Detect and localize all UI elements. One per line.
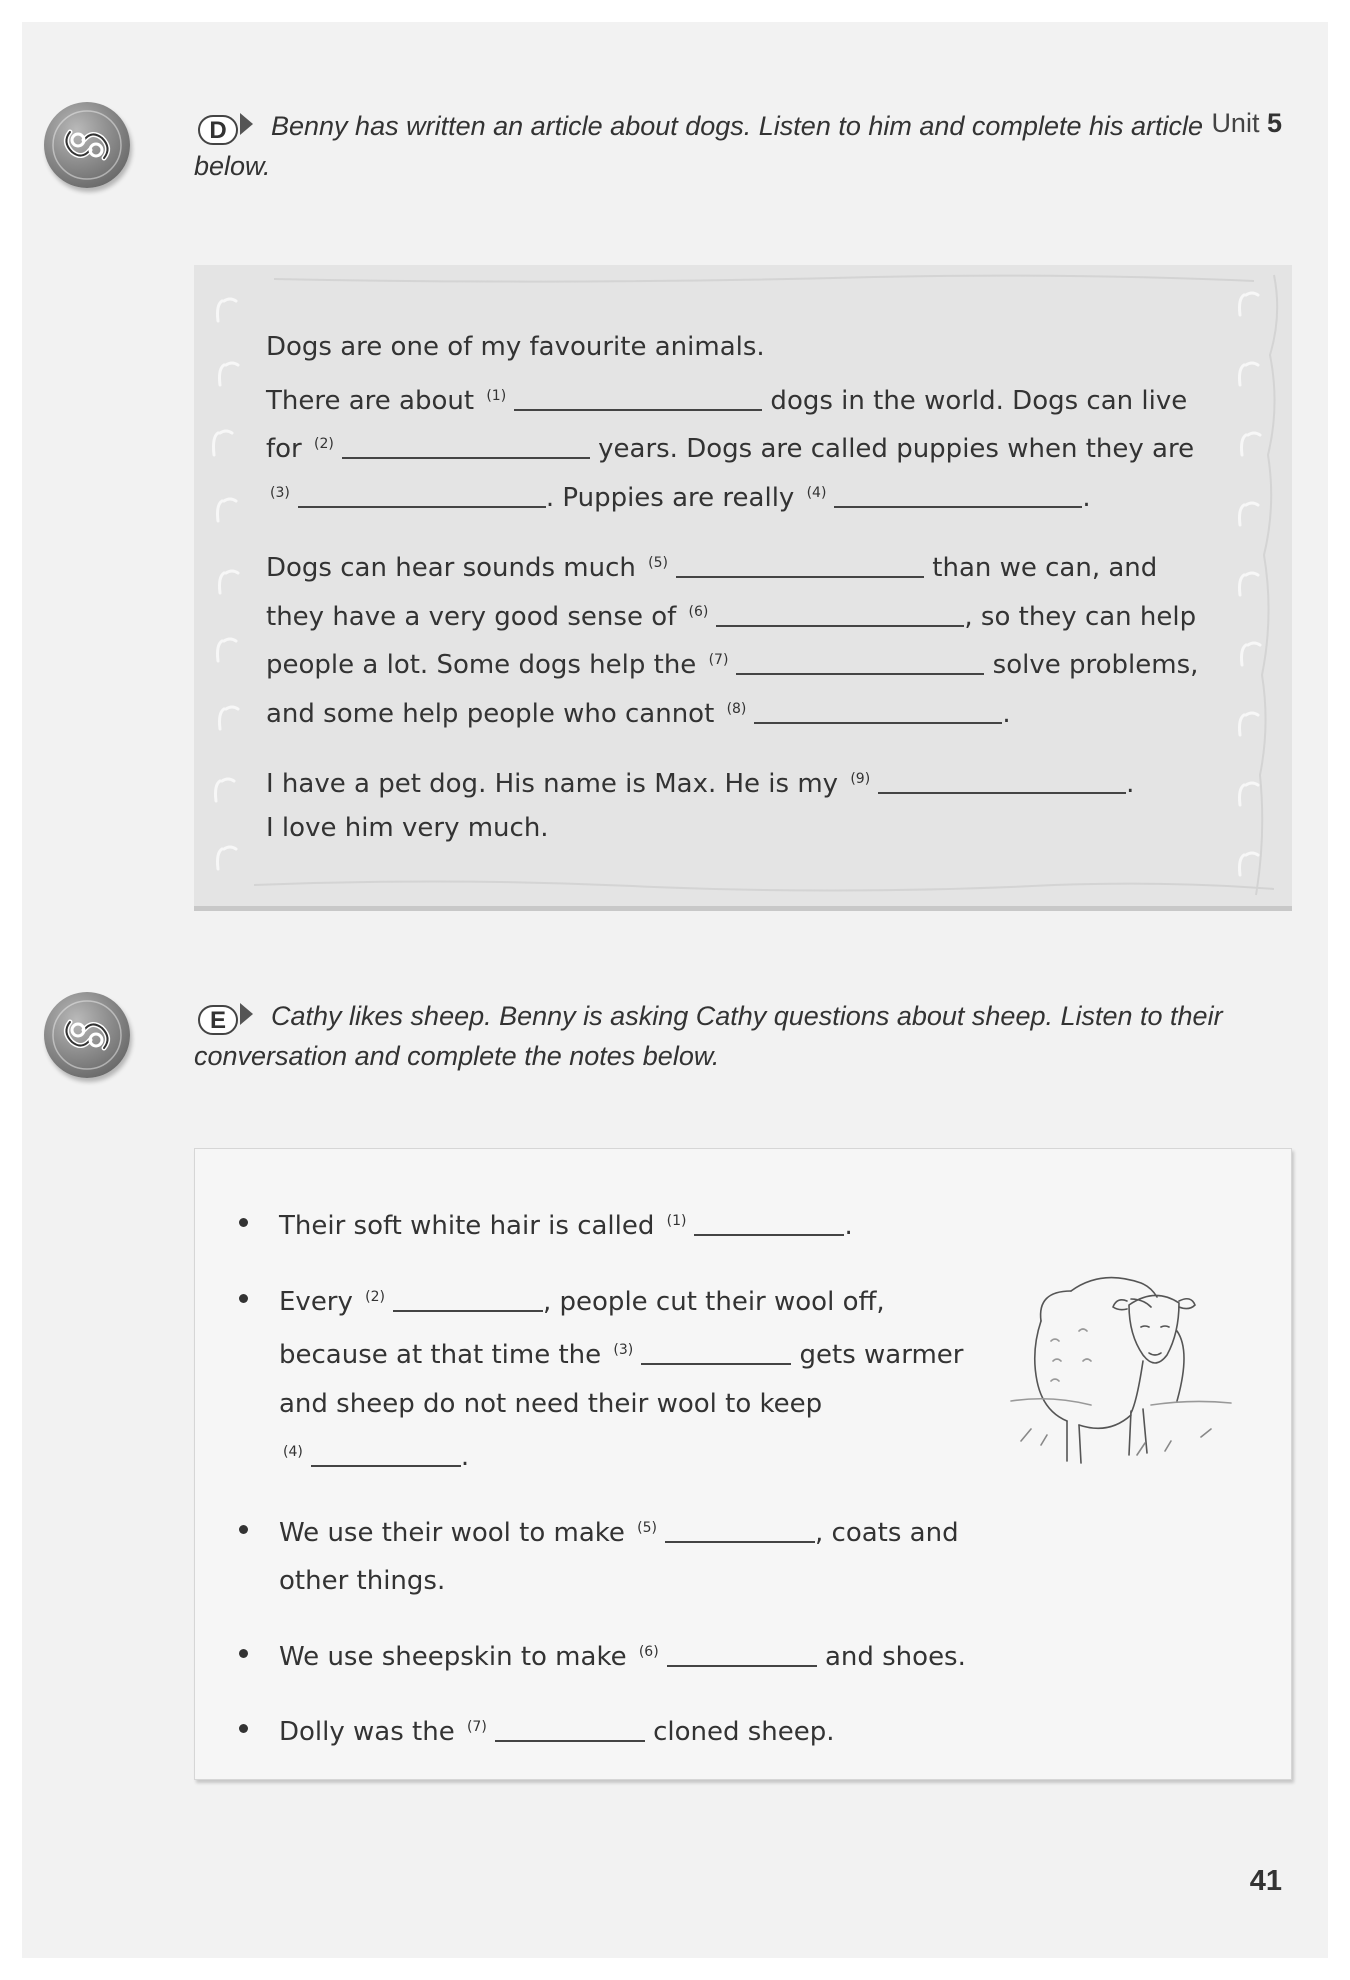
text-fragment: , people cut their wool off, <box>543 1286 885 1317</box>
answer-blank[interactable] <box>716 605 964 627</box>
article-line <box>266 420 1226 469</box>
article-text <box>266 323 1226 852</box>
text-fragment: We use sheepskin to make <box>279 1641 635 1672</box>
answer-blank[interactable] <box>298 486 546 508</box>
article-line <box>266 372 1226 421</box>
answer-blank[interactable] <box>667 1645 817 1667</box>
text-fragment: and sheep do not need their wool to keep <box>279 1388 823 1419</box>
bullet-icon <box>239 1724 248 1733</box>
blank-number: (8) <box>726 700 747 717</box>
blank-number: (7) <box>708 652 729 668</box>
note-line <box>279 1703 999 1757</box>
text-fragment: . <box>844 1211 853 1241</box>
text-fragment: Every <box>279 1286 362 1317</box>
text-fragment: people a lot. Some dogs help the <box>266 650 705 680</box>
blank-number: (6) <box>688 603 709 620</box>
note-item <box>239 1504 999 1606</box>
note-line <box>279 1380 999 1429</box>
note-line <box>279 1428 999 1482</box>
text-fragment: We use their wool to make <box>279 1517 634 1548</box>
blank-number: (1) <box>666 1213 687 1229</box>
text-fragment: they have a very good sense of <box>266 601 685 632</box>
section-e-badge <box>194 999 261 1034</box>
text-fragment: than we can, and <box>924 553 1158 583</box>
note-line <box>279 1557 999 1606</box>
blank-number: (3) <box>613 1342 634 1358</box>
text-fragment: , so they can help <box>964 601 1197 632</box>
section-e-instruction <box>194 996 1258 1076</box>
answer-blank[interactable] <box>311 1445 461 1467</box>
blank-number: (3) <box>270 484 290 501</box>
blank-number: (7) <box>466 1719 487 1735</box>
text-fragment: Their soft white hair is called <box>279 1211 663 1241</box>
page-number: 41 <box>1249 1865 1282 1897</box>
unit-number: 5 <box>1266 108 1282 138</box>
answer-blank[interactable] <box>665 1521 815 1543</box>
answer-blank[interactable] <box>393 1290 543 1312</box>
text-fragment: . <box>1126 769 1135 799</box>
sheep-illustration <box>1001 1261 1241 1481</box>
blank-number: (2) <box>365 1288 385 1305</box>
sheep-notes-box <box>194 1148 1292 1780</box>
note-line <box>279 1197 999 1251</box>
text-fragment: and some help people who cannot <box>266 698 723 729</box>
text-fragment: , coats and <box>815 1517 959 1548</box>
workbook-page <box>22 22 1328 1958</box>
text-fragment: . <box>1002 698 1011 729</box>
answer-blank[interactable] <box>878 772 1126 794</box>
text-fragment: Dolly was the <box>279 1717 463 1747</box>
bullet-icon <box>239 1649 248 1658</box>
answer-blank[interactable] <box>736 653 984 675</box>
answer-blank[interactable] <box>694 1214 844 1236</box>
section-e-letter: E <box>198 1005 238 1035</box>
section-d-instruction <box>194 106 1258 186</box>
play-arrow-icon <box>240 113 253 135</box>
note-item <box>239 1197 999 1251</box>
note-line <box>279 1273 999 1327</box>
article-line <box>266 469 1226 518</box>
answer-blank[interactable] <box>514 389 762 411</box>
text-fragment: Dogs can hear sounds much <box>266 553 645 583</box>
blank-number: (4) <box>283 1444 303 1460</box>
answer-blank[interactable] <box>495 1720 645 1742</box>
article-line <box>266 636 1226 685</box>
article-line <box>266 804 1226 853</box>
text-fragment: because at that time the <box>279 1340 610 1370</box>
section-d-letter: D <box>198 115 238 145</box>
blank-number: (2) <box>314 436 334 452</box>
text-fragment: I have a pet dog. His name is Max. He is my <box>266 769 847 799</box>
article-line <box>266 755 1226 804</box>
text-fragment: for <box>266 434 311 464</box>
answer-blank[interactable] <box>676 556 924 578</box>
text-fragment: I love him very much. <box>266 812 549 843</box>
section-d-instruction-text: Benny has written an article about dogs. Listen to him and complete his article below. <box>194 111 1204 181</box>
article-line <box>266 685 1226 734</box>
article-line <box>266 539 1226 588</box>
text-fragment: and shoes. <box>816 1641 966 1672</box>
bullet-icon <box>239 1525 248 1534</box>
note-item <box>239 1273 999 1482</box>
note-item <box>239 1703 999 1757</box>
section-e-instruction-text: Cathy likes sheep. Benny is asking Cathy questions about sheep. Listen to their conversation and complete the notes below. <box>194 1001 1223 1071</box>
answer-blank[interactable] <box>754 702 1002 724</box>
text-fragment: . Puppies are really <box>545 482 803 513</box>
text-fragment: gets warmer <box>791 1340 964 1370</box>
paragraph-gap <box>266 517 1226 539</box>
text-fragment: . <box>1082 482 1091 513</box>
blank-number: (5) <box>637 1519 658 1536</box>
note-line <box>279 1326 999 1380</box>
note-item <box>239 1628 999 1682</box>
text-fragment: solve problems, <box>984 650 1199 680</box>
answer-blank[interactable] <box>342 437 590 459</box>
blank-number: (5) <box>648 555 668 571</box>
note-line <box>279 1504 999 1558</box>
text-fragment: dogs in the world. Dogs can live <box>762 385 1188 416</box>
blank-number: (6) <box>638 1643 659 1660</box>
text-fragment: cloned sheep. <box>644 1717 835 1747</box>
article-line <box>266 323 1226 372</box>
blank-number: (9) <box>850 771 871 787</box>
text-fragment: There are about <box>266 385 483 416</box>
bullet-icon <box>239 1218 248 1227</box>
answer-blank[interactable] <box>834 486 1082 508</box>
text-fragment: Dogs are one of my favourite animals. <box>266 332 765 362</box>
bullet-icon <box>239 1294 248 1303</box>
article-line <box>266 588 1226 637</box>
note-line <box>279 1628 999 1682</box>
dog-article-box <box>194 265 1292 911</box>
blank-number: (4) <box>806 484 827 501</box>
text-fragment: years. Dogs are called puppies when they are <box>589 434 1195 464</box>
blank-number: (1) <box>486 387 507 404</box>
section-d-badge <box>194 109 261 144</box>
cd-audio-icon[interactable] <box>44 102 130 188</box>
answer-blank[interactable] <box>641 1343 791 1365</box>
text-fragment: . <box>460 1442 470 1472</box>
cd-audio-icon[interactable] <box>44 992 130 1078</box>
notes-list <box>239 1197 999 1779</box>
text-fragment: other things. <box>279 1566 446 1596</box>
play-arrow-icon <box>240 1003 253 1025</box>
unit-word: Unit <box>1211 108 1260 138</box>
paragraph-gap <box>266 733 1226 755</box>
